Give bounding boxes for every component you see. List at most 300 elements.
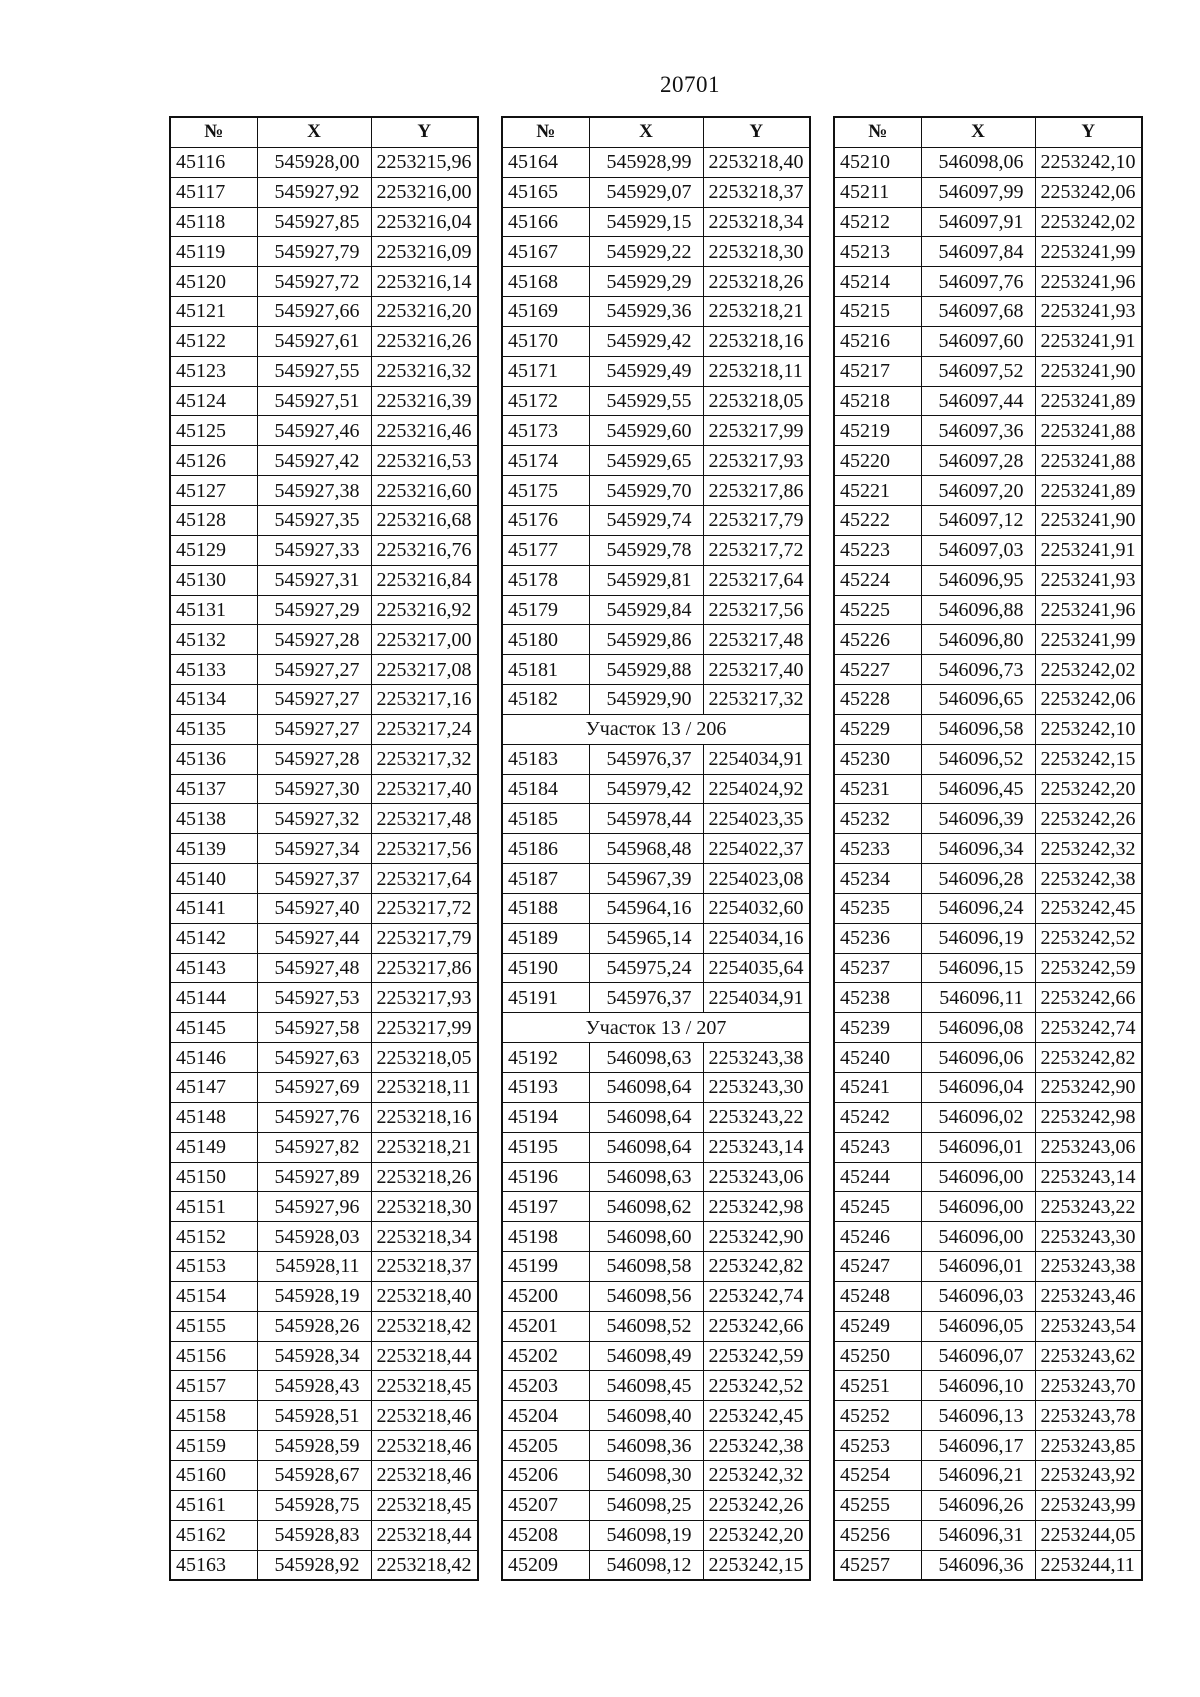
table-row [502, 386, 810, 416]
y-coordinate-cell: 2253241,96 [1035, 595, 1142, 625]
y-coordinate-cell: 2253243,06 [703, 1162, 810, 1192]
point-number-cell: 45164 [502, 147, 589, 177]
x-coordinate-cell: 546096,00 [921, 1222, 1035, 1252]
table-row [170, 1520, 478, 1550]
point-number-cell: 45250 [834, 1341, 921, 1371]
x-coordinate-cell: 546098,64 [589, 1102, 703, 1132]
point-number-cell: 45203 [502, 1371, 589, 1401]
point-number-cell: 45196 [502, 1162, 589, 1192]
y-coordinate-cell: 2253216,32 [371, 356, 478, 386]
header-y: Y [371, 117, 478, 147]
y-coordinate-cell: 2253217,93 [371, 983, 478, 1013]
point-number-cell: 45175 [502, 476, 589, 506]
y-coordinate-cell: 2253242,59 [703, 1341, 810, 1371]
table-row [834, 1520, 1142, 1550]
point-number-cell: 45228 [834, 685, 921, 715]
point-number-cell: 45188 [502, 893, 589, 923]
x-coordinate-cell: 545927,44 [257, 923, 371, 953]
x-coordinate-cell: 546098,45 [589, 1371, 703, 1401]
x-coordinate-cell: 545927,35 [257, 505, 371, 535]
point-number-cell: 45125 [170, 416, 257, 446]
x-coordinate-cell: 546098,60 [589, 1222, 703, 1252]
point-number-cell: 45117 [170, 177, 257, 207]
table-row [834, 1013, 1142, 1043]
x-coordinate-cell: 545979,42 [589, 774, 703, 804]
point-number-cell: 45240 [834, 1043, 921, 1073]
y-coordinate-cell: 2253217,40 [371, 774, 478, 804]
y-coordinate-cell: 2253242,98 [703, 1192, 810, 1222]
y-coordinate-cell: 2253242,98 [1035, 1102, 1142, 1132]
x-coordinate-cell: 545928,03 [257, 1222, 371, 1252]
x-coordinate-cell: 545927,58 [257, 1013, 371, 1043]
x-coordinate-cell: 545927,76 [257, 1102, 371, 1132]
x-coordinate-cell: 546096,08 [921, 1013, 1035, 1043]
x-coordinate-cell: 546096,15 [921, 953, 1035, 983]
x-coordinate-cell: 545929,29 [589, 267, 703, 297]
y-coordinate-cell: 2253242,38 [1035, 864, 1142, 894]
x-coordinate-cell: 545928,83 [257, 1520, 371, 1550]
table-header-row [502, 117, 810, 147]
x-coordinate-cell: 545927,48 [257, 953, 371, 983]
table-row [502, 655, 810, 685]
y-coordinate-cell: 2254032,60 [703, 893, 810, 923]
x-coordinate-cell: 545928,75 [257, 1490, 371, 1520]
x-coordinate-cell: 545929,15 [589, 207, 703, 237]
table-row [502, 1401, 810, 1431]
x-coordinate-cell: 545967,39 [589, 864, 703, 894]
point-number-cell: 45214 [834, 267, 921, 297]
x-coordinate-cell: 545927,27 [257, 685, 371, 715]
x-coordinate-cell: 546098,64 [589, 1073, 703, 1103]
x-coordinate-cell: 546098,63 [589, 1043, 703, 1073]
y-coordinate-cell: 2253217,99 [703, 416, 810, 446]
y-coordinate-cell: 2253243,14 [703, 1132, 810, 1162]
y-coordinate-cell: 2253216,04 [371, 207, 478, 237]
table-row [502, 1460, 810, 1490]
point-number-cell: 45187 [502, 864, 589, 894]
y-coordinate-cell: 2253217,24 [371, 714, 478, 744]
point-number-cell: 45225 [834, 595, 921, 625]
x-coordinate-cell: 545928,11 [257, 1252, 371, 1282]
table-row [834, 207, 1142, 237]
header-y: Y [1035, 117, 1142, 147]
x-coordinate-cell: 546096,19 [921, 923, 1035, 953]
point-number-cell: 45122 [170, 326, 257, 356]
point-number-cell: 45197 [502, 1192, 589, 1222]
y-coordinate-cell: 2253216,60 [371, 476, 478, 506]
y-coordinate-cell: 2253217,40 [703, 655, 810, 685]
point-number-cell: 45159 [170, 1431, 257, 1461]
y-coordinate-cell: 2253242,52 [703, 1371, 810, 1401]
table-row [502, 207, 810, 237]
x-coordinate-cell: 546096,95 [921, 565, 1035, 595]
table-row [502, 595, 810, 625]
table-row [834, 1281, 1142, 1311]
table-row [502, 267, 810, 297]
y-coordinate-cell: 2253243,85 [1035, 1431, 1142, 1461]
table-row [170, 535, 478, 565]
point-number-cell: 45191 [502, 983, 589, 1013]
table-row [834, 505, 1142, 535]
y-coordinate-cell: 2253242,66 [1035, 983, 1142, 1013]
table-row [502, 297, 810, 327]
x-coordinate-cell: 546097,68 [921, 297, 1035, 327]
point-number-cell: 45182 [502, 685, 589, 715]
table-row [834, 237, 1142, 267]
point-number-cell: 45227 [834, 655, 921, 685]
point-number-cell: 45132 [170, 625, 257, 655]
header-x: X [921, 117, 1035, 147]
table-row [834, 893, 1142, 923]
table-row [170, 476, 478, 506]
table-row [834, 714, 1142, 744]
point-number-cell: 45141 [170, 893, 257, 923]
table-row [170, 983, 478, 1013]
x-coordinate-cell: 546096,24 [921, 893, 1035, 923]
y-coordinate-cell: 2253216,00 [371, 177, 478, 207]
header-number: № [170, 117, 257, 147]
x-coordinate-cell: 546097,84 [921, 237, 1035, 267]
point-number-cell: 45163 [170, 1550, 257, 1580]
table-row [170, 595, 478, 625]
table-row [502, 983, 810, 1013]
point-number-cell: 45205 [502, 1431, 589, 1461]
table-row [834, 1073, 1142, 1103]
point-number-cell: 45242 [834, 1102, 921, 1132]
y-coordinate-cell: 2253242,38 [703, 1431, 810, 1461]
table-row [834, 476, 1142, 506]
x-coordinate-cell: 545927,30 [257, 774, 371, 804]
point-number-cell: 45208 [502, 1520, 589, 1550]
section-label: Участок 13 / 207 [502, 1013, 810, 1043]
point-number-cell: 45156 [170, 1341, 257, 1371]
y-coordinate-cell: 2253243,46 [1035, 1281, 1142, 1311]
point-number-cell: 45212 [834, 207, 921, 237]
table-row [170, 1013, 478, 1043]
y-coordinate-cell: 2253243,30 [1035, 1222, 1142, 1252]
y-coordinate-cell: 2253242,02 [1035, 207, 1142, 237]
point-number-cell: 45211 [834, 177, 921, 207]
point-number-cell: 45171 [502, 356, 589, 386]
y-coordinate-cell: 2253217,99 [371, 1013, 478, 1043]
x-coordinate-cell: 546096,80 [921, 625, 1035, 655]
header-number: № [502, 117, 589, 147]
y-coordinate-cell: 2253243,38 [703, 1043, 810, 1073]
y-coordinate-cell: 2253217,32 [703, 685, 810, 715]
x-coordinate-cell: 546096,21 [921, 1460, 1035, 1490]
y-coordinate-cell: 2253242,82 [703, 1252, 810, 1282]
point-number-cell: 45169 [502, 297, 589, 327]
x-coordinate-cell: 545927,34 [257, 834, 371, 864]
y-coordinate-cell: 2253242,20 [1035, 774, 1142, 804]
y-coordinate-cell: 2253243,54 [1035, 1311, 1142, 1341]
point-number-cell: 45120 [170, 267, 257, 297]
point-number-cell: 45145 [170, 1013, 257, 1043]
table-row [502, 1311, 810, 1341]
table-row [834, 923, 1142, 953]
x-coordinate-cell: 545927,28 [257, 625, 371, 655]
table-row [502, 893, 810, 923]
point-number-cell: 45255 [834, 1490, 921, 1520]
x-coordinate-cell: 545929,90 [589, 685, 703, 715]
point-number-cell: 45170 [502, 326, 589, 356]
point-number-cell: 45181 [502, 655, 589, 685]
x-coordinate-cell: 545927,55 [257, 356, 371, 386]
x-coordinate-cell: 545929,36 [589, 297, 703, 327]
table-row [834, 1550, 1142, 1580]
x-coordinate-cell: 545927,42 [257, 446, 371, 476]
y-coordinate-cell: 2253242,10 [1035, 714, 1142, 744]
table-row [170, 177, 478, 207]
table-row [170, 1371, 478, 1401]
x-coordinate-cell: 545929,81 [589, 565, 703, 595]
y-coordinate-cell: 2253242,59 [1035, 953, 1142, 983]
y-coordinate-cell: 2253216,53 [371, 446, 478, 476]
table-row [170, 893, 478, 923]
point-number-cell: 45232 [834, 804, 921, 834]
point-number-cell: 45118 [170, 207, 257, 237]
y-coordinate-cell: 2253217,93 [703, 446, 810, 476]
x-coordinate-cell: 546097,52 [921, 356, 1035, 386]
y-coordinate-cell: 2253216,20 [371, 297, 478, 327]
table-row [170, 774, 478, 804]
table-row [502, 685, 810, 715]
table-row [170, 267, 478, 297]
y-coordinate-cell: 2253242,26 [703, 1490, 810, 1520]
header-x: X [589, 117, 703, 147]
table-header-row [170, 117, 478, 147]
y-coordinate-cell: 2253218,45 [371, 1371, 478, 1401]
x-coordinate-cell: 545927,51 [257, 386, 371, 416]
table-row [170, 1043, 478, 1073]
table-row [170, 1281, 478, 1311]
x-coordinate-cell: 546096,10 [921, 1371, 1035, 1401]
y-coordinate-cell: 2253242,15 [703, 1550, 810, 1580]
point-number-cell: 45178 [502, 565, 589, 595]
y-coordinate-cell: 2253218,44 [371, 1520, 478, 1550]
table-row [834, 685, 1142, 715]
y-coordinate-cell: 2253216,14 [371, 267, 478, 297]
x-coordinate-cell: 546097,36 [921, 416, 1035, 446]
point-number-cell: 45257 [834, 1550, 921, 1580]
point-number-cell: 45222 [834, 505, 921, 535]
table-row [502, 177, 810, 207]
table-row [170, 1460, 478, 1490]
point-number-cell: 45126 [170, 446, 257, 476]
table-row [834, 326, 1142, 356]
y-coordinate-cell: 2253217,16 [371, 685, 478, 715]
y-coordinate-cell: 2253242,45 [1035, 893, 1142, 923]
table-row [170, 1550, 478, 1580]
point-number-cell: 45116 [170, 147, 257, 177]
point-number-cell: 45158 [170, 1401, 257, 1431]
y-coordinate-cell: 2253215,96 [371, 147, 478, 177]
point-number-cell: 45209 [502, 1550, 589, 1580]
table-row [834, 416, 1142, 446]
point-number-cell: 45160 [170, 1460, 257, 1490]
y-coordinate-cell: 2253241,90 [1035, 505, 1142, 535]
x-coordinate-cell: 545928,26 [257, 1311, 371, 1341]
x-coordinate-cell: 545928,34 [257, 1341, 371, 1371]
x-coordinate-cell: 546096,52 [921, 744, 1035, 774]
x-coordinate-cell: 546096,01 [921, 1252, 1035, 1282]
y-coordinate-cell: 2253241,88 [1035, 446, 1142, 476]
x-coordinate-cell: 546098,40 [589, 1401, 703, 1431]
x-coordinate-cell: 545929,74 [589, 505, 703, 535]
point-number-cell: 45134 [170, 685, 257, 715]
x-coordinate-cell: 545927,37 [257, 864, 371, 894]
x-coordinate-cell: 545927,27 [257, 714, 371, 744]
x-coordinate-cell: 545929,55 [589, 386, 703, 416]
point-number-cell: 45186 [502, 834, 589, 864]
y-coordinate-cell: 2253217,72 [371, 893, 478, 923]
table-row [834, 1341, 1142, 1371]
point-number-cell: 45237 [834, 953, 921, 983]
table-row [834, 147, 1142, 177]
x-coordinate-cell: 546098,06 [921, 147, 1035, 177]
y-coordinate-cell: 2253217,86 [371, 953, 478, 983]
y-coordinate-cell: 2253243,06 [1035, 1132, 1142, 1162]
y-coordinate-cell: 2253242,90 [703, 1222, 810, 1252]
point-number-cell: 45172 [502, 386, 589, 416]
table-row [502, 1162, 810, 1192]
x-coordinate-cell: 546096,45 [921, 774, 1035, 804]
x-coordinate-cell: 545927,72 [257, 267, 371, 297]
y-coordinate-cell: 2253217,79 [703, 505, 810, 535]
section-row [502, 1013, 810, 1043]
y-coordinate-cell: 2253218,44 [371, 1341, 478, 1371]
y-coordinate-cell: 2253218,26 [703, 267, 810, 297]
table-row [502, 1132, 810, 1162]
y-coordinate-cell: 2253241,88 [1035, 416, 1142, 446]
point-number-cell: 45200 [502, 1281, 589, 1311]
point-number-cell: 45235 [834, 893, 921, 923]
table-row [834, 446, 1142, 476]
y-coordinate-cell: 2253242,82 [1035, 1043, 1142, 1073]
point-number-cell: 45179 [502, 595, 589, 625]
point-number-cell: 45221 [834, 476, 921, 506]
point-number-cell: 45153 [170, 1252, 257, 1282]
y-coordinate-cell: 2253217,86 [703, 476, 810, 506]
x-coordinate-cell: 545928,59 [257, 1431, 371, 1461]
y-coordinate-cell: 2253217,00 [371, 625, 478, 655]
x-coordinate-cell: 545927,33 [257, 535, 371, 565]
y-coordinate-cell: 2253218,11 [371, 1073, 478, 1103]
point-number-cell: 45138 [170, 804, 257, 834]
y-coordinate-cell: 2253217,56 [703, 595, 810, 625]
x-coordinate-cell: 545927,61 [257, 326, 371, 356]
y-coordinate-cell: 2253243,62 [1035, 1341, 1142, 1371]
point-number-cell: 45224 [834, 565, 921, 595]
table-row [834, 625, 1142, 655]
y-coordinate-cell: 2253218,45 [371, 1490, 478, 1520]
y-coordinate-cell: 2253218,37 [371, 1252, 478, 1282]
point-number-cell: 45144 [170, 983, 257, 1013]
x-coordinate-cell: 546096,13 [921, 1401, 1035, 1431]
y-coordinate-cell: 2253241,89 [1035, 386, 1142, 416]
y-coordinate-cell: 2253241,99 [1035, 625, 1142, 655]
x-coordinate-cell: 546098,52 [589, 1311, 703, 1341]
table-row [170, 207, 478, 237]
y-coordinate-cell: 2253241,91 [1035, 326, 1142, 356]
table-row [834, 297, 1142, 327]
x-coordinate-cell: 546098,64 [589, 1132, 703, 1162]
table-row [170, 1222, 478, 1252]
point-number-cell: 45247 [834, 1252, 921, 1282]
point-number-cell: 45127 [170, 476, 257, 506]
point-number-cell: 45202 [502, 1341, 589, 1371]
x-coordinate-cell: 546096,01 [921, 1132, 1035, 1162]
x-coordinate-cell: 546097,12 [921, 505, 1035, 535]
point-number-cell: 45198 [502, 1222, 589, 1252]
x-coordinate-cell: 546096,65 [921, 685, 1035, 715]
table-row [834, 1490, 1142, 1520]
table-row [502, 446, 810, 476]
point-number-cell: 45152 [170, 1222, 257, 1252]
y-coordinate-cell: 2253243,70 [1035, 1371, 1142, 1401]
y-coordinate-cell: 2254024,92 [703, 774, 810, 804]
table-row [834, 983, 1142, 1013]
x-coordinate-cell: 545929,60 [589, 416, 703, 446]
y-coordinate-cell: 2253241,96 [1035, 267, 1142, 297]
table-row [834, 535, 1142, 565]
point-number-cell: 45254 [834, 1460, 921, 1490]
y-coordinate-cell: 2253241,93 [1035, 565, 1142, 595]
table-row [834, 804, 1142, 834]
table-row [834, 1252, 1142, 1282]
table-row [834, 655, 1142, 685]
y-coordinate-cell: 2253241,90 [1035, 356, 1142, 386]
point-number-cell: 45128 [170, 505, 257, 535]
table-row [502, 804, 810, 834]
y-coordinate-cell: 2253242,10 [1035, 147, 1142, 177]
x-coordinate-cell: 546096,31 [921, 1520, 1035, 1550]
y-coordinate-cell: 2253242,45 [703, 1401, 810, 1431]
y-coordinate-cell: 2253241,99 [1035, 237, 1142, 267]
x-coordinate-cell: 546096,11 [921, 983, 1035, 1013]
table-row [170, 953, 478, 983]
point-number-cell: 45256 [834, 1520, 921, 1550]
x-coordinate-cell: 545927,82 [257, 1132, 371, 1162]
x-coordinate-cell: 546096,26 [921, 1490, 1035, 1520]
y-coordinate-cell: 2253243,14 [1035, 1162, 1142, 1192]
y-coordinate-cell: 2253218,21 [371, 1132, 478, 1162]
y-coordinate-cell: 2253242,06 [1035, 177, 1142, 207]
x-coordinate-cell: 546096,03 [921, 1281, 1035, 1311]
table-row [834, 1102, 1142, 1132]
point-number-cell: 45151 [170, 1192, 257, 1222]
y-coordinate-cell: 2253216,26 [371, 326, 478, 356]
x-coordinate-cell: 545928,19 [257, 1281, 371, 1311]
x-coordinate-cell: 546096,58 [921, 714, 1035, 744]
point-number-cell: 45252 [834, 1401, 921, 1431]
point-number-cell: 45167 [502, 237, 589, 267]
table-row [502, 1550, 810, 1580]
y-coordinate-cell: 2253216,68 [371, 505, 478, 535]
table-row [834, 565, 1142, 595]
x-coordinate-cell: 545927,79 [257, 237, 371, 267]
y-coordinate-cell: 2253243,30 [703, 1073, 810, 1103]
x-coordinate-cell: 545927,69 [257, 1073, 371, 1103]
point-number-cell: 45218 [834, 386, 921, 416]
y-coordinate-cell: 2254023,35 [703, 804, 810, 834]
y-coordinate-cell: 2253242,15 [1035, 744, 1142, 774]
point-number-cell: 45129 [170, 535, 257, 565]
y-coordinate-cell: 2253242,74 [703, 1281, 810, 1311]
point-number-cell: 45253 [834, 1431, 921, 1461]
coordinates-table-1 [169, 116, 479, 1581]
point-number-cell: 45219 [834, 416, 921, 446]
